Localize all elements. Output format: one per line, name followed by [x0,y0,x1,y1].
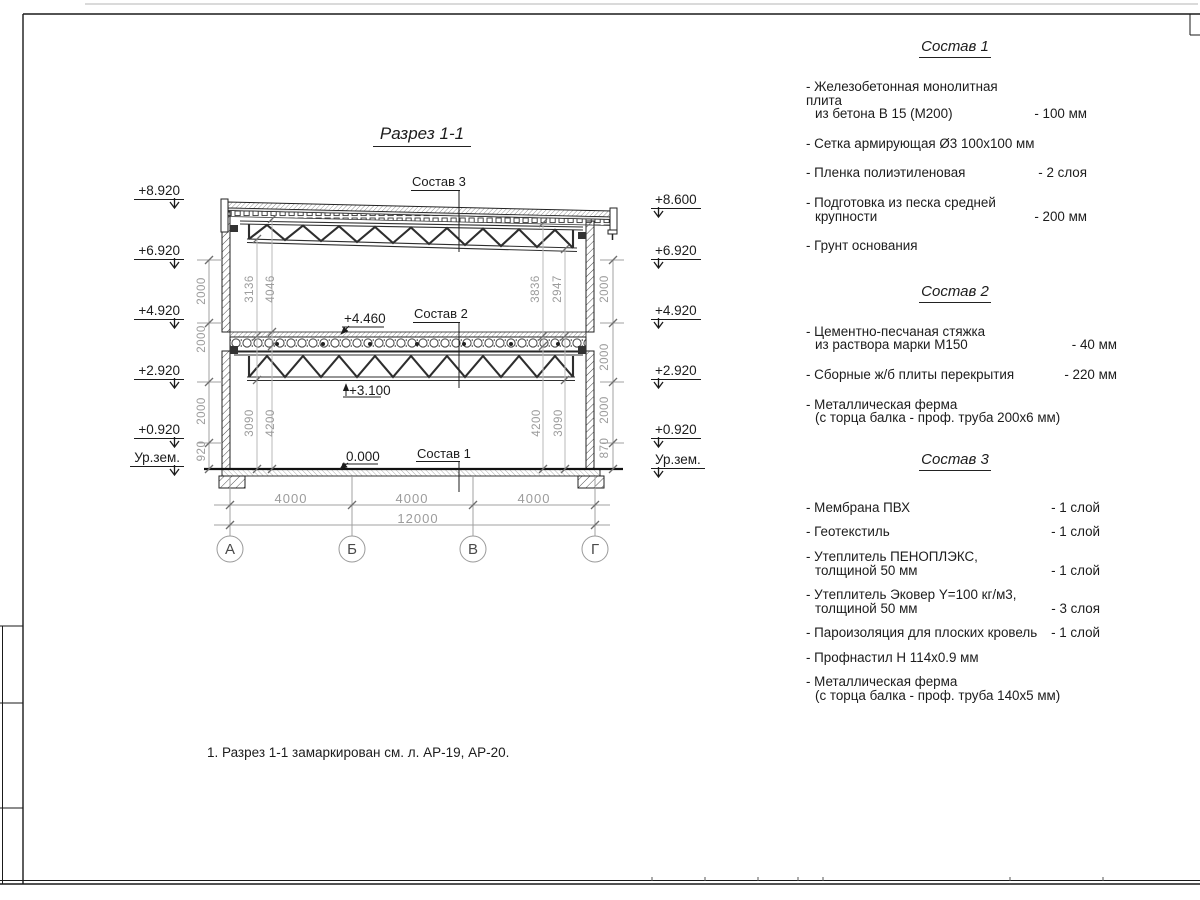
elevation-value: +0.920 [651,422,701,439]
elevation-value: +2.920 [651,363,701,380]
level-arrow-icon [167,318,182,330]
composition-item [806,501,1130,515]
composition-item [806,398,1130,425]
dim-internal: 3836 [530,275,542,303]
composition-item [806,239,1130,253]
level-arrow-icon [167,437,182,449]
axis-bubble-v: В [467,541,478,558]
dim-chain-right: 2000 [599,343,611,371]
dim-chain-left: 2000 [196,277,208,305]
item-text: из раствора марки М150 [815,337,968,353]
item-text: - Мембрана ПВХ [806,499,911,515]
elevation-mark-right [651,243,723,271]
dim-chain-right: 2000 [599,396,611,424]
item-value: - 200 мм [1034,208,1087,224]
composition-item [806,166,1130,180]
dim-internal: 3090 [553,409,565,437]
composition-item [806,651,1130,665]
level-arrow-icon [167,198,182,210]
elevation-value: +4.920 [134,303,184,320]
item-value: - 2 слоя [1038,165,1087,181]
elevation-mark-left [112,303,184,331]
dim-chain-right: 870 [599,437,611,459]
elevation-value: Ур.зем. [651,452,705,469]
elevation-value: +4.920 [651,303,701,320]
level-arrow-icon [167,258,182,270]
dim-chain-left: 2000 [196,397,208,425]
item-text: (с торца балка - проф. труба 200x6 мм) [815,410,1061,426]
elevation-value: +2.920 [134,363,184,380]
level-arrow-icon [651,378,666,390]
dim-chain-right: 2000 [599,275,611,303]
elevation-mark-right [651,192,723,220]
item-text: - Металлическая ферма [806,396,958,412]
composition-heading-text: Состав 3 [919,451,991,471]
sheet-note: 1. Разрез 1-1 замаркирован см. л. АР-19, АР-20. [207,745,510,760]
compositions-panel [806,38,1130,714]
item-text: - Сетка армирующая Ø3 100x100 мм [806,135,1035,151]
item-value: - 1 слой [1051,625,1100,641]
composition-item [806,196,1130,223]
view-title [372,124,472,147]
callout-sostav-1: Состав 1 [417,446,471,461]
view-title-text: Разрез 1-1 [373,124,471,147]
level-floor: 0.000 [346,449,380,464]
level-arrow-icon [651,258,666,270]
callout-sostav-3: Состав 3 [412,174,466,189]
item-text: - Металлическая ферма [806,674,958,690]
dim-internal: 4200 [531,409,543,437]
dim-internal: 3090 [244,409,256,437]
elevation-mark-left [112,183,184,211]
item-value: - 1 слой [1051,499,1100,515]
elevation-mark-right [651,363,723,391]
dim-span: 4000 [274,491,308,506]
mid-floor [230,332,586,351]
item-text: - Подготовка из песка средней [806,194,996,210]
item-text: - Грунт основания [806,238,918,254]
level-arrow-icon [651,467,666,479]
elevation-mark-right [651,303,723,331]
composition-item [806,588,1130,615]
composition-item [806,325,1130,352]
dim-internal: 4200 [265,409,277,437]
item-text: - Сборные ж/б плиты перекрытия [806,366,1015,382]
composition-item [806,550,1130,577]
item-value: - 1 слой [1051,524,1100,540]
item-text: крупности [815,208,878,224]
item-text: - Утеплитель ПЕНОПЛЭКС, [806,548,978,564]
dim-span: 4000 [517,491,551,506]
item-text: - Цементно-песчаная стяжка [806,323,986,339]
axis-bubble-g: Г [590,541,600,558]
level-arrow-icon [651,437,666,449]
dim-internal: 4046 [265,275,277,303]
elevation-mark-left [112,450,184,478]
level-arrow-icon [651,318,666,330]
composition-section-3 [806,451,1130,703]
item-value: - 3 слоя [1051,600,1100,616]
composition-heading-text: Состав 2 [919,283,991,303]
dim-span: 4000 [395,491,429,506]
dim-internal: 2947 [552,275,564,303]
item-value: - 1 слой [1051,562,1100,578]
item-text: - Железобетонная монолитная плита [806,79,998,108]
composition-heading [806,451,1104,471]
item-text: - Пленка полиэтиленовая [806,165,966,181]
item-text: - Профнастил Н 114x0.9 мм [806,649,979,665]
composition-item [806,675,1130,702]
level-arrow-icon [167,378,182,390]
dim-chain-left: 920 [196,440,208,462]
composition-item [806,626,1130,640]
item-text: из бетона В 15 (М200) [815,106,953,122]
item-value: - 40 мм [1071,337,1117,353]
item-text: толщиной 50 мм [815,600,918,616]
composition-heading-text: Состав 1 [919,38,991,58]
elevation-value: Ур.зем. [130,450,184,467]
level-arrow-icon [651,207,666,219]
elevation-mark-left [112,363,184,391]
composition-section-1 [806,38,1130,253]
composition-section-2 [806,283,1130,425]
elevation-mark-left [112,422,184,450]
elevation-mark-right [651,452,723,480]
composition-heading [806,283,1104,303]
axis-bubble-b: Б [347,541,357,558]
level-truss-bottom: +3.100 [349,383,391,398]
composition-item [806,137,1130,151]
axis-bubble-a: А [224,541,235,558]
elevation-value: +6.920 [134,243,184,260]
item-text: - Утеплитель Эковер Y=100 кг/м3, [806,587,1017,603]
item-text: толщиной 50 мм [815,562,918,578]
dim-chain-left: 2000 [196,325,208,353]
dimension-ticks [205,215,617,529]
dim-internal: 3136 [244,275,256,303]
composition-item [806,368,1130,382]
elevation-mark-right [651,422,723,450]
level-slab-top: +4.460 [344,311,386,326]
item-text: - Геотекстиль [806,524,890,540]
elevation-value: +8.920 [134,183,184,200]
composition-item [806,525,1130,539]
roof-truss [230,221,586,252]
elevation-value: +8.600 [651,192,701,209]
elevation-value: +0.920 [134,422,184,439]
ground-floor [204,469,623,488]
callout-sostav-2: Состав 2 [414,306,468,321]
level-arrow-icon [167,465,182,477]
item-text: (с торца балка - проф. труба 140x5 мм) [815,688,1061,704]
item-value: - 220 мм [1064,366,1117,382]
item-value: - 100 мм [1034,106,1087,122]
item-text: - Пароизоляция для плоских кровель [806,625,1038,641]
dim-total: 12000 [397,511,439,526]
composition-heading [806,38,1104,58]
elevation-mark-left [112,243,184,271]
elevation-value: +6.920 [651,243,701,260]
composition-item [806,80,1130,121]
